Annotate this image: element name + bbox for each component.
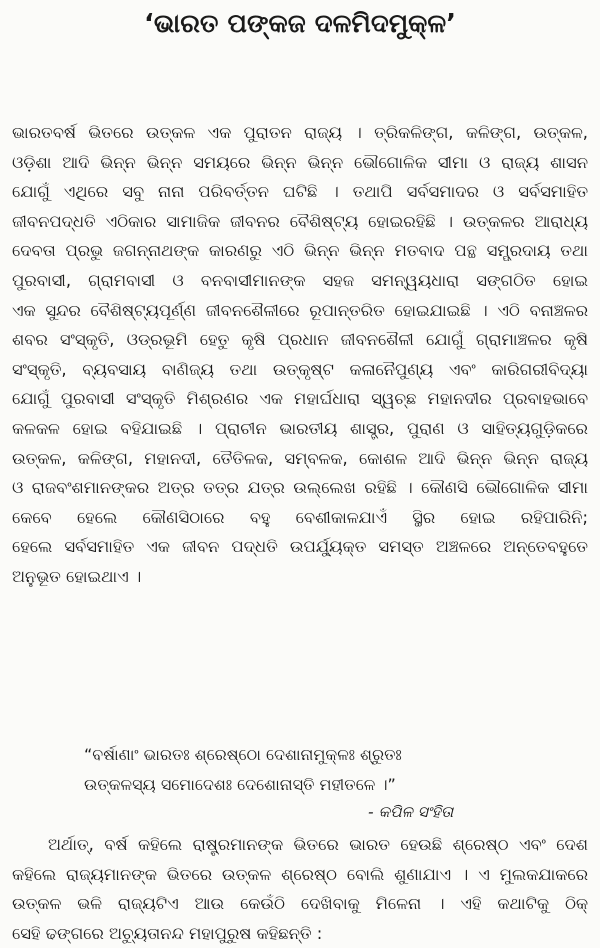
verse-line: ଉତ୍କଳସ୍ୟ ସମୋଦେଶଃ ଦେଶୋନାସ୍ତି ମହୀତଳେ ।”: [84, 775, 396, 794]
text-line: ଦେବତା ପ୍ରଭୁ ଜଗନ୍ନାଥଙ୍କ କାରଣରୁ ଏଠି ଭିନ୍ନ ଭିନ୍ନ ମତବାଦ ପନ୍ଥ ସମ୍ପ୍ରଦାୟ ତଥା: [12, 241, 588, 261]
text-line: ଭାରତବର୍ଷ ଭିତରେ ଉତ୍କଳ ଏକ ପୁରାତନ ରାଜ୍ୟ । ତ୍ରିକଳିଙ୍ଗ, କଳିଙ୍ଗ, ଉତ୍କଳ,: [12, 123, 588, 142]
document-title: ‘ଭାରତ ପଙ୍କଜ ଦଳମିଦମୁକ୍ଳ’: [143, 9, 457, 39]
text-line: ଓ ରାଜବଂଶମାନଙ୍କର ଅତ୍ର ତତ୍ର ଯତ୍ର ଉଲ୍ଲେଖ ରହିଛି । କୌଣସି ଭୌଗୋଳିକ ସୀମା: [12, 478, 588, 498]
text-line: ଯୋଗୁଁ ଏଥିରେ ସବୁ ନାନା ପରିବର୍ତ୍ତନ ଘଟିଛି । ତଥାପି ସର୍ବସମାଦର ଓ ସର୍ବସମାହିତ: [12, 182, 588, 202]
text-line: କେବେ ହେଲେ କୌଣସିଠାରେ ବହୁ ବେଶୀକାଳଯାଏଁ ସ୍ଥିର ହୋଇ ରହିପାରିନି;: [12, 507, 588, 527]
text-line: ସେହି ଢଙ୍ଗରେ ଅଚ୍ୟୁତାନନ୍ଦ ମହାପୁରୁଷ କହିଛନ୍ତି :: [12, 923, 323, 943]
text-line: ସଂସ୍କୃତି, ବ୍ୟବସାୟ ବାଣିଜ୍ୟ ତଥା ଉତ୍କୃଷ୍ଟ କଳାନୈପୁଣ୍ୟ ଏବଂ କାରିଗରୀବିଦ୍ୟା: [12, 359, 588, 379]
text-line: ଏକ ସୁନ୍ଦର ବୈଶିଷ୍ଟ୍ୟପୂର୍ଣ୍ଣ ଜୀବନଶୈଳୀରେ ରୂପାନ୍ତରିତ ହୋଇଯାଇଛି । ଏଠି ବନାଞ୍ଚଳର: [12, 300, 588, 320]
text-line: ଅର୍ଥାତ୍, ବର୍ଷ କହିଲେ ରାଷ୍ଟ୍ରମାନଙ୍କ ଭିତରେ ଭାରତ ହେଉଛି ଶ୍ରେଷ୍ଠ ଏବଂ ଦେଶ: [48, 835, 588, 854]
text-line: କଳକଳ ହୋଇ ବହିଯାଇଛି । ପ୍ରାଚୀନ ଭାରତୀୟ ଶାସ୍ତ୍ର, ପୁରାଣ ଓ ସାହିତ୍ୟଗୁଡ଼ିକରେ: [12, 418, 588, 438]
text-line: ଶବର ସଂସ୍କୃତି, ଓଡ୍ରଭୂମି ହେତୁ କୃଷି ପ୍ରଧାନ ଜୀବନଶୈଳୀ ଯୋଗୁଁ ଗ୍ରାମାଞ୍ଚଳର କୃଷି: [12, 330, 588, 350]
text-line: ଉତ୍କଳ, କଳିଙ୍ଗ, ମହାନଦୀ, ତୈତିଳକ, ସମ୍ବଳକ, କୋଶଳ ଆଦି ଭିନ୍ନ ଭିନ୍ନ ରାଜ୍ୟ: [12, 448, 588, 468]
text-line: ହେଲେ ସର୍ବସମାହିତ ଏକ ଜୀବନ ପଦ୍ଧତି ଉପର୍ଯ୍ୟୁକ୍ତ ସମସ୍ତ ଅଞ୍ଚଳରେ ଅନ୍ତେବହୁତେ: [12, 537, 588, 557]
text-line: ଯୋଗୁଁ ପୁରବାସୀ ସଂସ୍କୃତି ମିଶ୍ରଣର ଏକ ମହାର୍ଘଧାରା ସ୍ୱଚ୍ଛ ମହାନଦୀର ପ୍ରବାହଭାବେ: [12, 389, 588, 409]
text-line: କହିଲେ ରାଜ୍ୟମାନଙ୍କ ଭିତରେ ଉତ୍କଳ ଶ୍ରେଷ୍ଠ ବୋଲି ଶୁଣାଯାଏ । ଏ ମୁଲକଯାକରେ: [12, 864, 588, 884]
paragraph-2: [12, 830, 588, 948]
verse-quote: [84, 740, 554, 800]
text-line: ଉତ୍କଳ ଭଳି ରାଜ୍ୟଟିଏ ଆଉ କେଉଁଠି ଦେଖିବାକୁ ମିଳେନା । ଏହି କଥାଟିକୁ ଠିକ୍: [12, 894, 588, 914]
paragraph-1: [12, 118, 588, 592]
text-line: ଜୀବନପଦ୍ଧତି ଏଠିକାର ସାମାଜିକ ଜୀବନର ବୈଶିଷ୍ଟ୍ୟ ହୋଇରହିଛି । ଉତ୍କଳର ଆରାଧ୍ୟ: [12, 211, 588, 231]
text-line: ଅନୁଭୂତ ହୋଇଥାଏ ।: [12, 566, 142, 586]
text-line: ଓଡ଼ିଶା ଆଦି ଭିନ୍ନ ଭିନ୍ନ ସମୟରେ ଭିନ୍ନ ଭିନ୍ନ ଭୌଗୋଳିକ ସୀମା ଓ ରାଜ୍ୟ ଶାସନ: [12, 152, 588, 172]
text-line: ପୁରବାସୀ, ଗ୍ରାମବାସୀ ଓ ବନବାସୀମାନଙ୍କ ସହଜ ସମନ୍ୱୟଧାରା ସଙ୍ଗଠିତ ହୋଇ: [12, 270, 588, 290]
verse-source: - କପିଳ ସଂହିତା: [368, 803, 454, 821]
verse-line: “ବର୍ଷାଣାଂ ଭାରତଃ ଶ୍ରେଷ୍ଠୋ ଦେଶାନାମୁକ୍ଳଃ ଶ୍ରୁତଃ: [84, 745, 402, 764]
